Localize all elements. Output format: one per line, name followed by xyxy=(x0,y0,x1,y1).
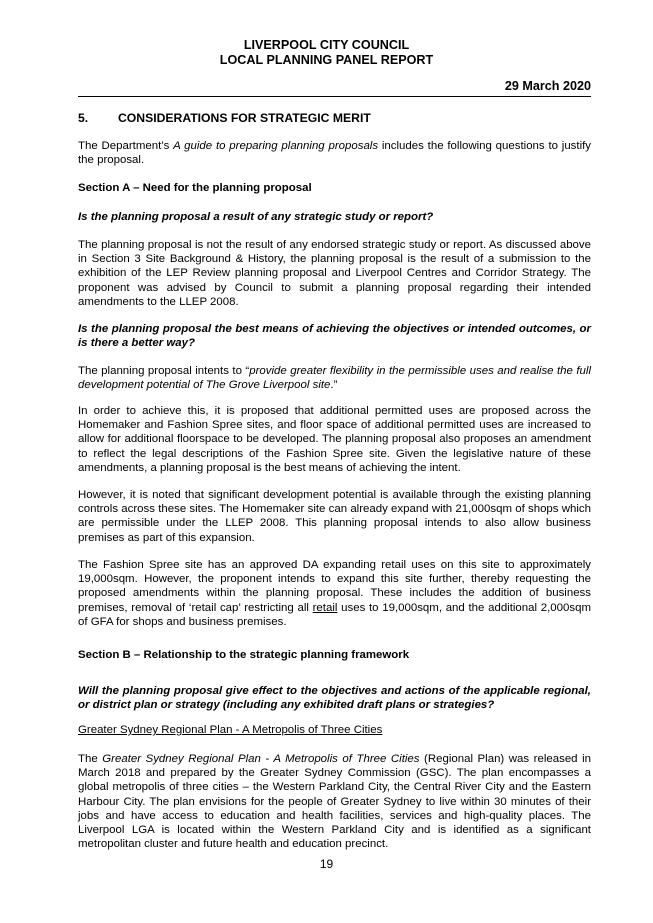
section-b-heading: Section B – Relationship to the strategic planning framework xyxy=(78,649,410,661)
page-number: 19 xyxy=(319,857,334,871)
paragraph-intent xyxy=(78,364,591,392)
regional-plan-title: Greater Sydney Regional Plan - A Metropolis of Three Cities xyxy=(102,753,420,765)
fashion-spree-text: The Fashion Spree site has an approved DA expanding retail uses on this site to approximately 19,000sqm. However, the proponent intends to expand this site further, thereby requesting the proposed amendments within the planning proposal. These includes the addition of business premises, removal of ‘retail cap’ restricting all xyxy=(78,559,591,614)
question-regional-plan: Will the planning proposal give effect to the objectives and actions of the applicable regional, or district plan or strategy (including any exhibited draft plans or strategies? xyxy=(78,685,591,712)
header-divider xyxy=(78,96,591,97)
section-title: CONSIDERATIONS FOR STRATEGIC MERIT xyxy=(118,111,371,125)
paragraph-regional-plan xyxy=(78,752,591,851)
section-number: 5. xyxy=(78,111,89,125)
intent-quote: provide greater flexibility in the permissible uses and realise the full development potential of The Grove Liverpool site xyxy=(78,365,591,392)
intro-paragraph xyxy=(78,139,591,167)
council-name: LIVERPOOL CITY COUNCIL xyxy=(243,38,410,52)
retail-term: retail xyxy=(312,601,338,614)
paragraph-development-potential: However, it is noted that significant development potential is available through the existing planning controls across these sites. The Homemaker site can already expand with 21,000sqm of shops which are permissible under the LLEP 2008. This planning proposal intends to also allow business premises as part of this expansion. xyxy=(78,489,591,544)
question-strategic-study: Is the planning proposal a result of any strategic study or report? xyxy=(78,211,434,223)
intro-text-end: includes the following questions to justify the proposal. xyxy=(78,140,592,167)
intent-text-end: .” xyxy=(330,379,338,392)
fashion-spree-text-end: uses to 19,000sqm, and the additional 2,000sqm of GFA for shops and business premises. xyxy=(78,601,591,628)
paragraph-fashion-spree xyxy=(78,558,591,629)
regional-plan-text-end: (Regional Plan) was released in March 2018 and prepared by the Greater Sydney Commission (GSC). The plan encompasses a global metropolis of three cities – the Western Parkland City, the Central River City and the Eastern Harbour City. The plan envisions for the people of Greater Sydney to live within 30 minutes of their jobs and have access to education and health facilities, services and high-quality places. The Liverpool LGA is located within the Western Parkland City and is identified as a significant metropolitan cluster and future health and education precinct. xyxy=(78,753,591,851)
guide-title: A guide to preparing planning proposals xyxy=(173,140,379,152)
report-date: 29 March 2020 xyxy=(504,79,591,93)
section-heading xyxy=(78,111,591,125)
paragraph-achieve: In order to achieve this, it is proposed that additional permitted uses are proposed across the Homemaker and Fashion Spree sites, and floor space of additional permitted uses are increased to allow for additional floorspace to be developed. The planning proposal also proposes an amendment to reflect the legal descriptions of the Fashion Spree site. Given the legislative nature of these amendments, a planning proposal is the best means of achieving the intent. xyxy=(78,405,591,474)
intent-text: The planning proposal intents to “ xyxy=(78,365,250,377)
regional-plan-subheading: Greater Sydney Regional Plan - A Metropolis of Three Cities xyxy=(78,724,383,736)
section-a-heading: Section A – Need for the planning proposal xyxy=(78,182,312,194)
question-best-means: Is the planning proposal the best means of achieving the objectives or intended outcomes, or is there a better way? xyxy=(78,323,591,350)
report-title: LOCAL PLANNING PANEL REPORT xyxy=(219,53,434,67)
intro-text: The Department’s xyxy=(78,140,174,152)
regional-plan-text: The xyxy=(78,753,103,765)
paragraph-strategic-study: The planning proposal is not the result of any endorsed strategic study or report. As discussed above in Section 3 Site Background & History, the planning proposal is the result of a submission to the exhibition of the LEP Review planning proposal and Liverpool Centres and Corridor Strategy. The proponent was advised by Council to submit a planning proposal regarding their intended amendments to the LLEP 2008. xyxy=(78,239,591,308)
